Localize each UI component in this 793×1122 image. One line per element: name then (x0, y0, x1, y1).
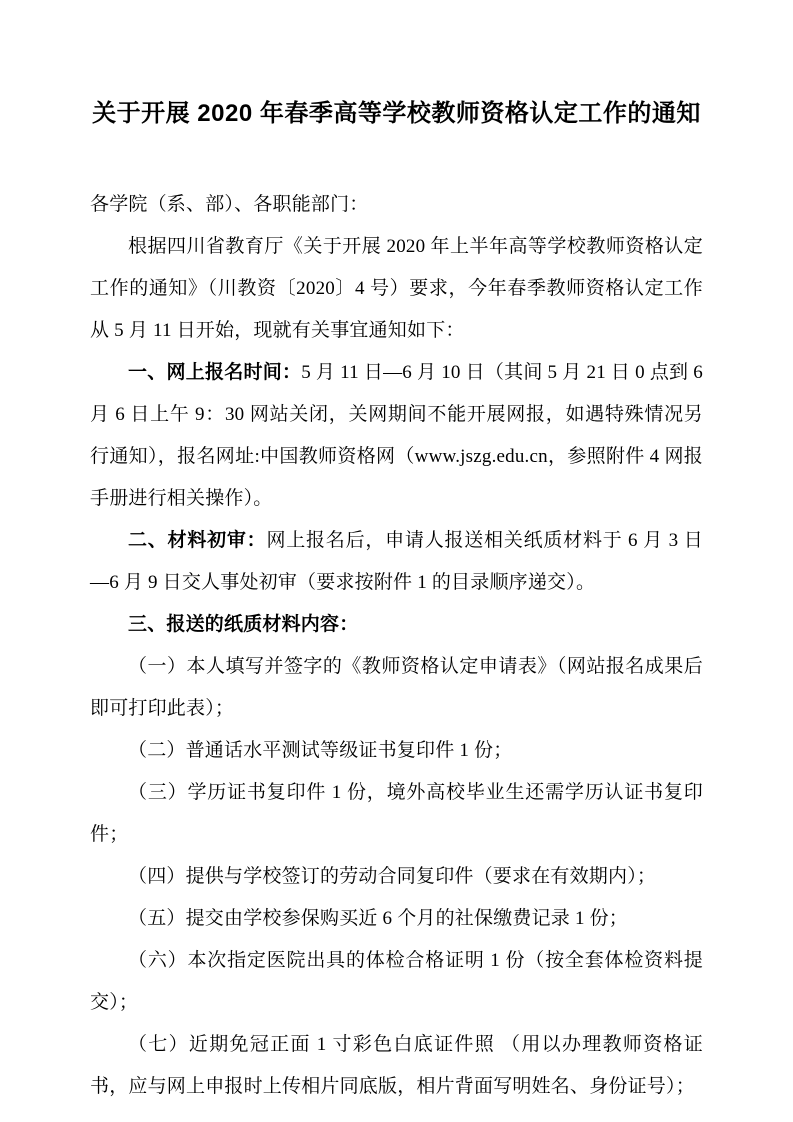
section-1-body: 5 月 11 日—6 月 10 日（其间 5 月 21 日 0 点到 6 月 6 日上午 9：30 网站关闭，关网期间不能开展网报，如遇特殊情况另行通知），报名网址:中国教师资格网（www.jszg.edu.cn，参照附件 4 网报手册进行相关操作）。 (90, 362, 703, 509)
section-materials-heading (90, 604, 703, 646)
material-item-1: （一）本人填写并签字的《教师资格认定申请表》（网站报名成果后即可打印此表）； (90, 656, 703, 719)
section-online-registration (90, 352, 703, 520)
material-item-6: （六）本次指定医院出具的体检合格证明 1 份（按全套体检资料提交）； (90, 950, 703, 1013)
section-2-body: 网上报名后，申请人报送相关纸质材料于 6 月 3 日—6 月 9 日交人事处初审（要求按附件 1 的目录顺序递交）。 (90, 530, 704, 593)
material-item-2: （二）普通话水平测试等级证书复印件 1 份； (128, 740, 513, 761)
material-item-5: （五）提交由学校参保购买近 6 个月的社保缴费记录 1 份； (128, 908, 629, 929)
section-3-heading: 三、报送的纸质材料内容： (128, 614, 359, 635)
section-2-heading: 二、材料初审： (128, 530, 267, 551)
section-material-review (90, 520, 703, 604)
intro-paragraph: 根据四川省教育厅《关于开展 2020 年上半年高等学校教师资格认定工作的通知》（川教资〔2020〕4 号）要求，今年春季教师资格认定工作从 5 月 11 日开始，现就有关事宜通知如下： (90, 236, 703, 341)
material-item-4: （四）提供与学校签订的劳动合同复印件（要求在有效期内）； (128, 866, 657, 887)
document-title: 关于开展 2020 年春季高等学校教师资格认定工作的通知 (92, 100, 701, 127)
section-1-heading: 一、网上报名时间： (128, 362, 302, 383)
salutation-line: 各学院（系、部）、各职能部门： (90, 194, 369, 215)
material-item-3: （三）学历证书复印件 1 份，境外高校毕业生还需学历认证书复印件； (90, 782, 703, 845)
material-item-7: （七）近期免冠正面 1 寸彩色白底证件照 （用以办理教师资格证书，应与网上申报时上传相片同底版，相片背面写明姓名、身份证号）； (90, 1034, 703, 1097)
